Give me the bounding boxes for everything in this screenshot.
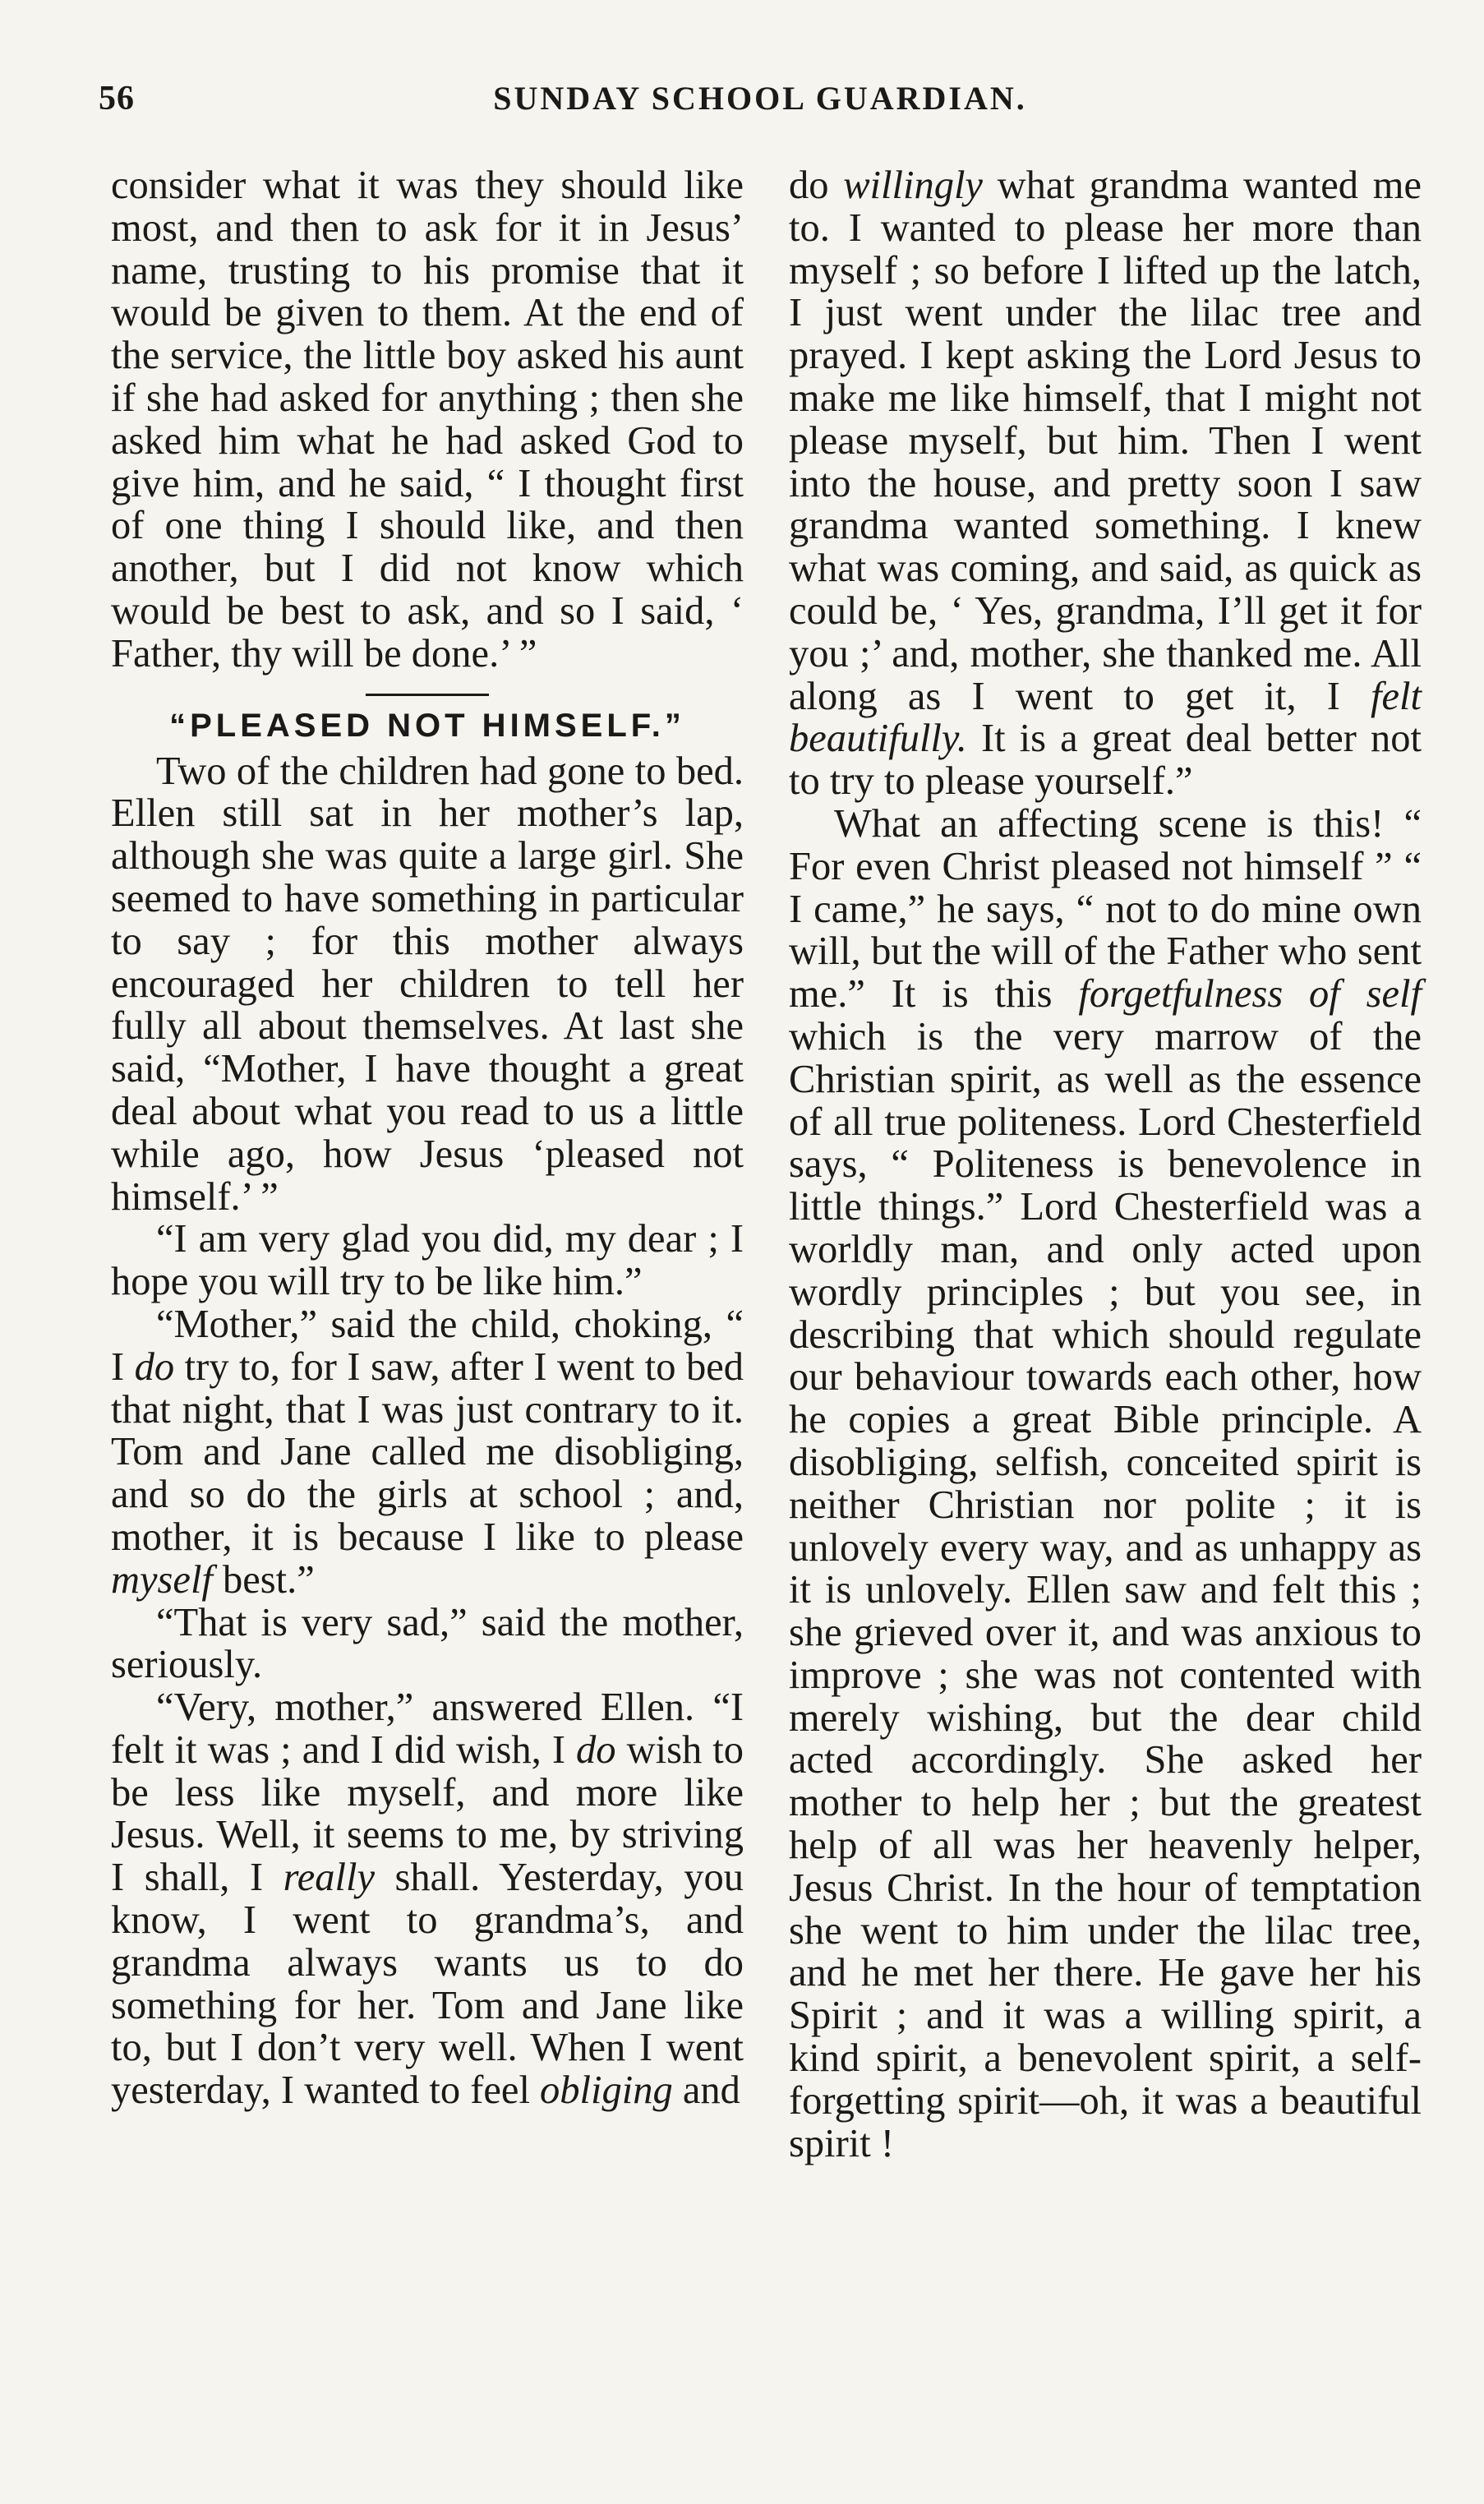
paragraph: Two of the children had gone to bed. Ellen still sat in her mother’s lap, although she was quite a large girl. She seemed to have something in particular to say ; for this mother always encouraged her children to tell her fully all about themselves. At last she said, “Mother, I have thought a great deal about what you read to us a little while ago, how Jesus ‘pleased not himself.’ ” bbox=[111, 749, 744, 1219]
text-run: do bbox=[789, 164, 844, 207]
text-run: what grandma wanted me to. I wanted to please her more than myself ; so before I lifted up the latch, I just went under the lilac tree and prayed. I kept asking the Lord Jesus to make me like himself, that I might not please myself, but him. Then I went into the house, and pretty soon I saw grandma wanted something. I knew what was coming, and said, as quick as could be, ‘ Yes, grandma, I’ll get it for you ;’ and, mother, she thanked me. All along as I went to get it, I bbox=[789, 164, 1422, 718]
paragraph: “I am very glad you did, my dear ; I hope you will try to be like him.” bbox=[111, 1217, 744, 1304]
emphasis: willingly bbox=[843, 164, 983, 207]
text-run: “Very, mother,” answered Ellen. “I felt it was ; and I did wish, I bbox=[111, 1685, 744, 1772]
paragraph: “That is very sad,” said the mother, seriously. bbox=[111, 1600, 744, 1687]
paragraph bbox=[789, 803, 1422, 2165]
emphasis: do bbox=[576, 1727, 616, 1772]
paragraph bbox=[111, 1303, 744, 1602]
right-column bbox=[789, 164, 1422, 2165]
paragraph bbox=[789, 164, 1422, 803]
emphasis: felt beautifully. bbox=[789, 674, 1422, 761]
paragraph: consider what it was they should like most, and then to ask for it in Jesus’ name, trusting to his promise that it would be given to them. At the end of the service, the little boy asked his aunt if she had asked for anything ; then she asked him what he had asked God to give him, and he said, “ I thought first of one thing I should like, and then another, but I did not know which would be best to ask, and so I said, ‘ Father, thy will be done.’ ” bbox=[111, 164, 744, 676]
left-column bbox=[111, 164, 744, 2112]
section-divider bbox=[366, 694, 489, 696]
emphasis: myself bbox=[111, 1557, 213, 1602]
text-run: try to, for I saw, after I went to bed that night, that I was just contrary to it. Tom and Jane called me disobliging, and so do the girls at school ; and, mother, it is because I like to please bbox=[111, 1344, 744, 1559]
text-run: “Mother,” said the child, choking, “ I bbox=[111, 1302, 744, 1389]
text-run: It is a great deal better not to try to please yourself.” bbox=[789, 717, 1422, 804]
text-run: wish to be less like myself, and more like Jesus. Well, it seems to me, by striving I shall, I bbox=[111, 1727, 744, 1900]
emphasis: really bbox=[283, 1856, 375, 1900]
emphasis: forgetfulness of self bbox=[1078, 972, 1422, 1017]
running-title: SUNDAY SCHOOL GUARDIAN. bbox=[493, 80, 1027, 117]
emphasis: do bbox=[134, 1344, 175, 1389]
text-run: best.” bbox=[212, 1557, 315, 1602]
paragraph bbox=[111, 1686, 744, 2112]
page-number: 56 bbox=[99, 80, 135, 118]
text-run: shall. Yesterday, you know, I went to grandma’s, and grandma always wants us to do something for her. Tom and Jane like to, but I don’t very well. When I went yesterday, I wanted to feel bbox=[111, 1856, 744, 2113]
emphasis: obliging bbox=[540, 2068, 673, 2113]
text-run: What an affecting scene is this! “ For even Christ pleased not himself ” “ I came,” he says, “ not to do mine own will, but the will of the Father who sent me.” It is this bbox=[789, 801, 1422, 1017]
text-run: and bbox=[672, 2068, 740, 2113]
text-run: which is the very marrow of the Christian spirit, as well as the essence of all true politeness. Lord Chesterfield says, “ Politeness is benevolence in little things.” Lord Chesterfield was a worldly man, and only acted upon wordly principles ; but you see, in describing that which should regulate our behaviour towards each other, how he copies a great Bible principle. A disobliging, selfish, conceited spirit is neither Christian nor polite ; it is unlovely every way, and as unhappy as it is unlovely. Ellen saw and felt this ; she grieved over it, and was anxious to improve ; she was not contented with merely wishing, but the dear child acted accordingly. She asked her mother to help her ; but the greatest help of all was her heavenly helper, Jesus Christ. In the hour of temptation she went to him under the lilac tree, and he met her there. He gave her his Spirit ; and it was a willing spirit, a kind spirit, a benevolent spirit, a self-forgetting spirit—oh, it was a beautiful spirit ! bbox=[789, 1014, 1422, 2165]
page-header bbox=[99, 79, 1422, 128]
section-title: “PLEASED NOT HIMSELF.” bbox=[169, 707, 685, 744]
